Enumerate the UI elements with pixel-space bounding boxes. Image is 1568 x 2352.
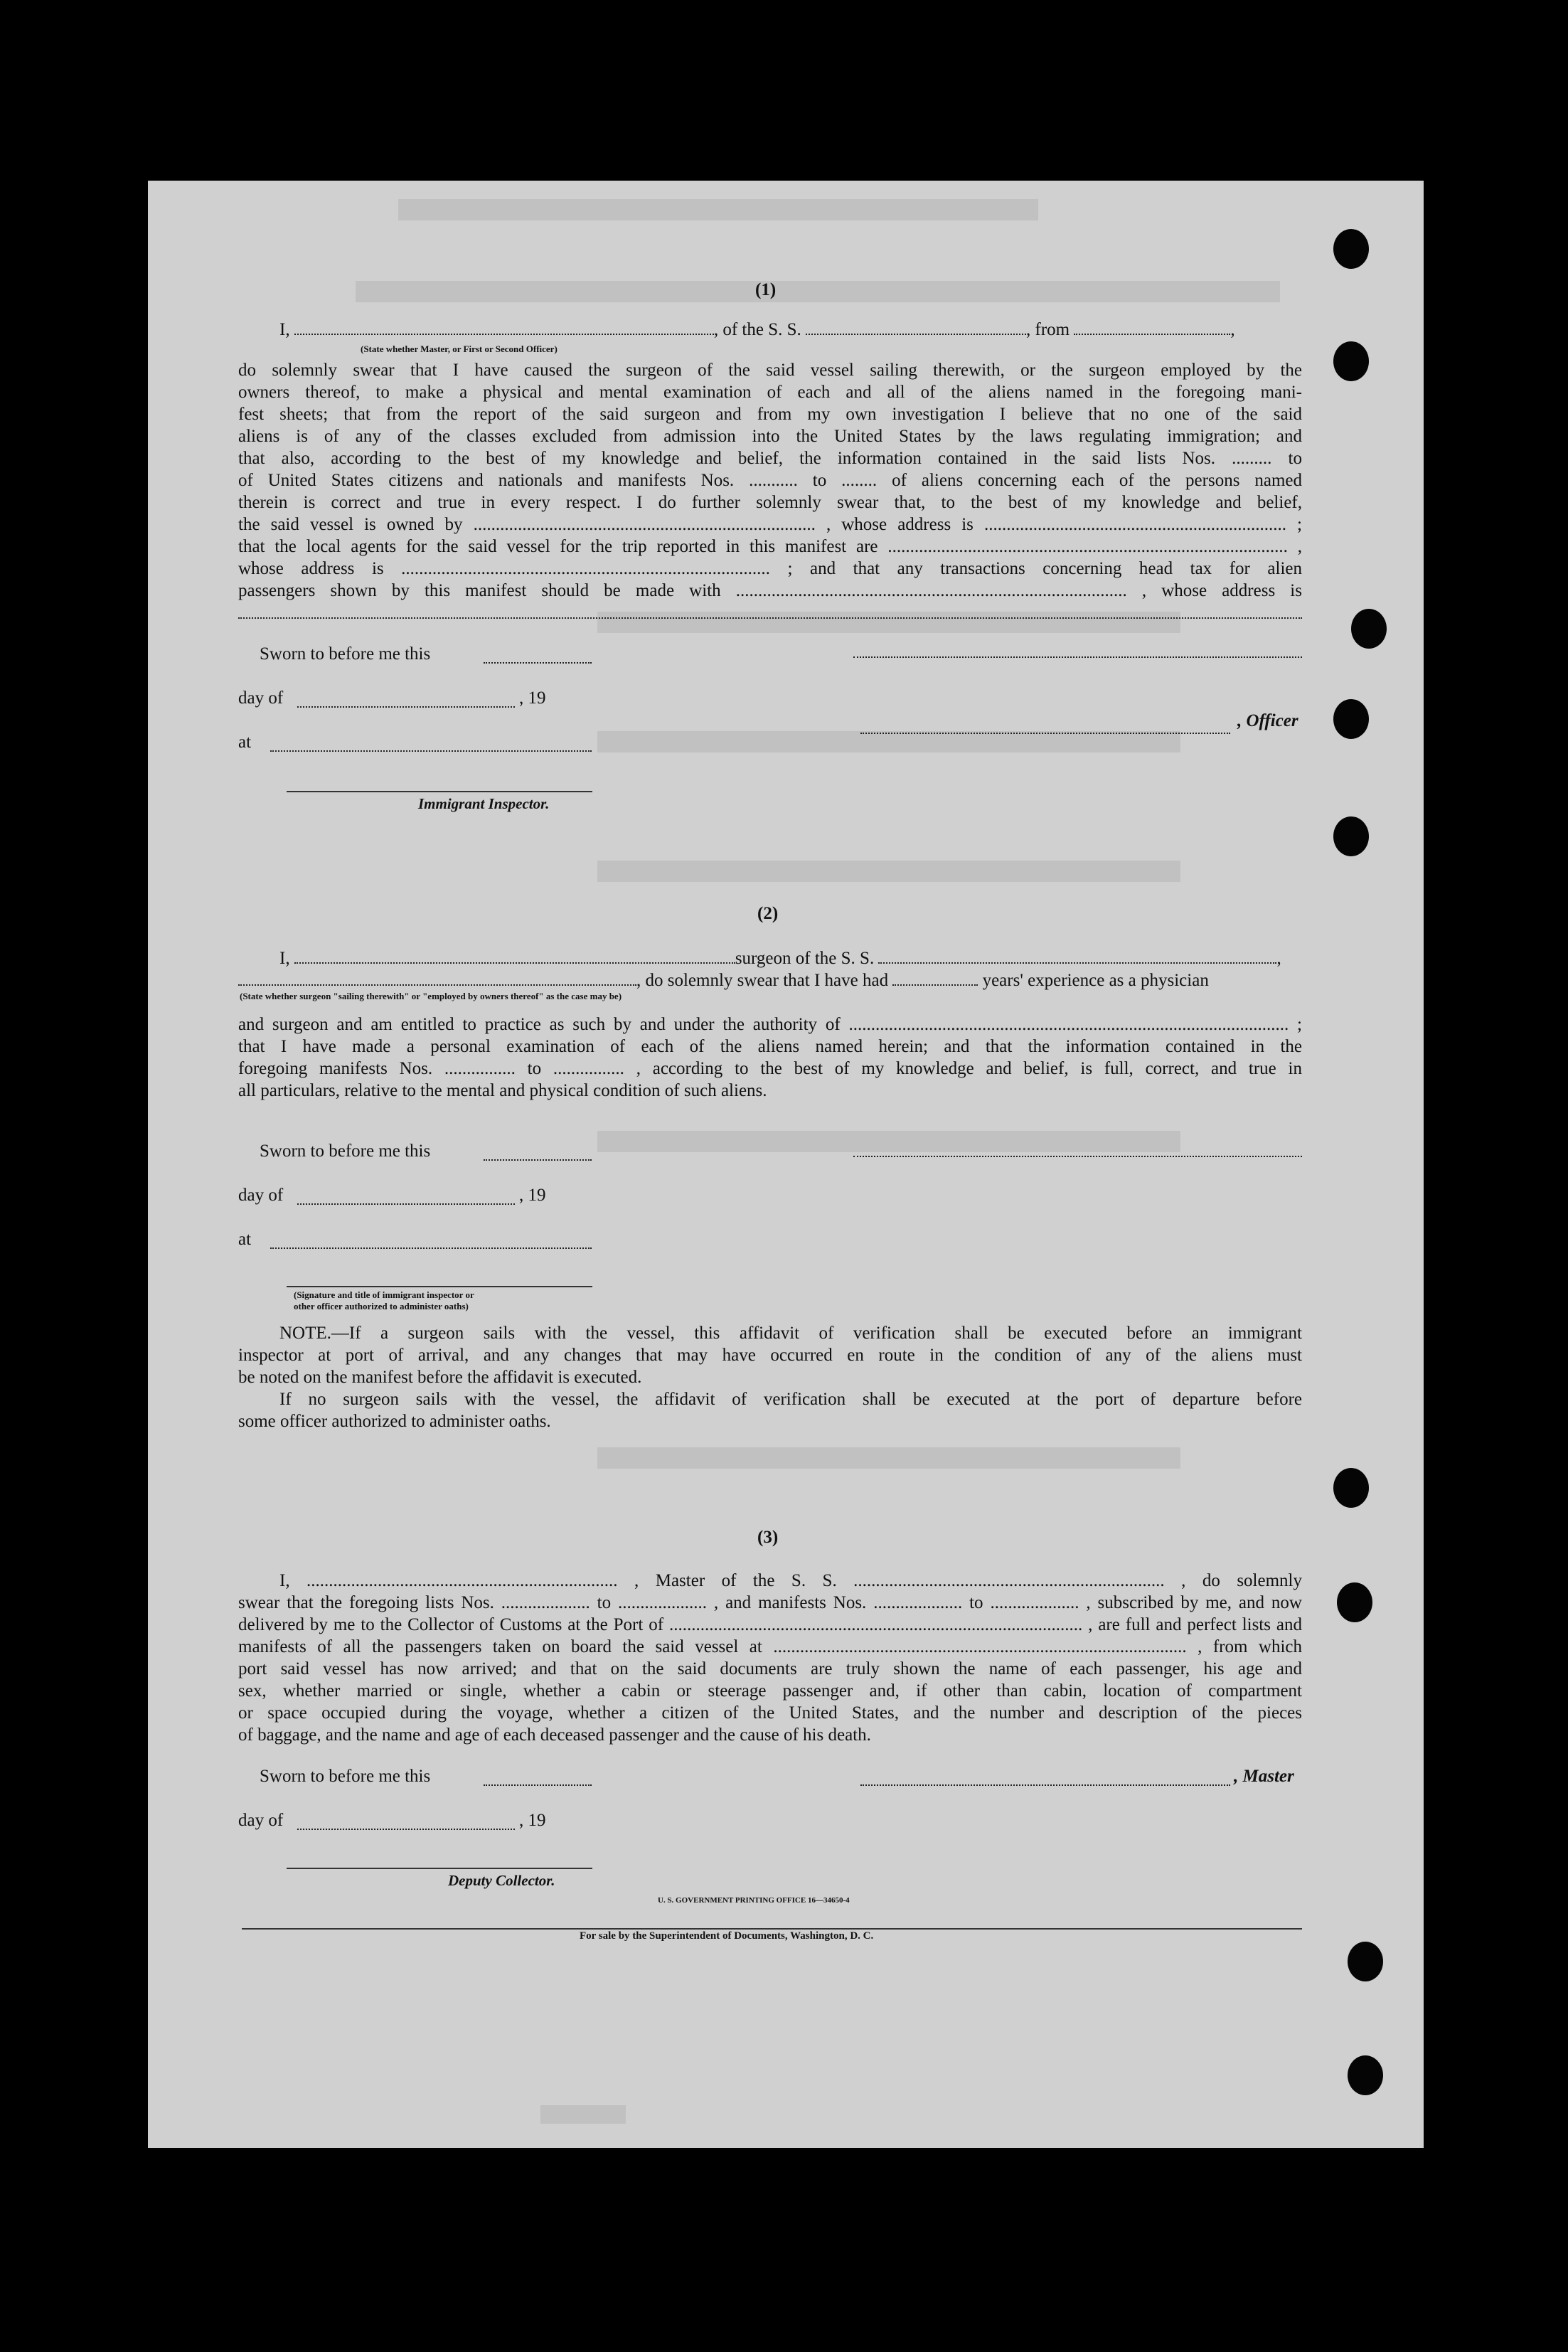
s1-body-line: owners thereof, to make a physical and mental examination of each and all of the aliens named in the foregoing mani- [238, 383, 1302, 402]
s1-officer-label: , Officer [1237, 711, 1298, 730]
punch-hole [1333, 699, 1369, 739]
section-2-heading: (2) [757, 904, 779, 923]
s2-body-line: foregoing manifests Nos. ................ to ................ , according to the best of my knowledge and belief, is full, correct, and true in [238, 1059, 1302, 1078]
s1-at-label: at [238, 733, 252, 752]
s2-body-line: and surgeon and am entitled to practice as such by and under the authority of ................................................................................................... ; [238, 1015, 1302, 1034]
note-line: NOTE.—If a surgeon sails with the vessel, this affidavit of verification shall be executed before an immigrant [279, 1324, 1302, 1343]
s3-day-line [297, 1829, 515, 1830]
s2-sworn-line [484, 1159, 592, 1161]
for-sale-line: For sale by the Superintendent of Documents, Washington, D. C. [580, 1930, 874, 1942]
s2-signature-line [287, 1286, 592, 1287]
bleed-through [597, 1447, 1180, 1469]
s2-sig-note-2: other officer authorized to administer oaths) [294, 1301, 469, 1311]
s1-sig-line-top [853, 656, 1302, 658]
s1-body-line: whose address is ................................................................................... ; and that any transactions concerning head tax for alien [238, 559, 1302, 578]
punch-hole [1348, 2055, 1383, 2095]
s1-officer-line [860, 733, 1230, 734]
s2-day-line [297, 1203, 515, 1205]
s3-body-line: of baggage, and the name and age of each deceased passenger and the cause of his death. [238, 1725, 871, 1745]
bleed-through [597, 612, 1180, 633]
s1-body-line: of United States citizens and nationals and manifests Nos. ........... to ........ of aliens concerning each of the persons named [238, 471, 1302, 490]
footer-rule [242, 1928, 1302, 1930]
section-3-heading: (3) [757, 1528, 779, 1547]
section-1-heading: (1) [755, 280, 777, 299]
s3-sworn-line [484, 1784, 592, 1786]
punch-hole [1333, 229, 1369, 269]
s1-body-line: passengers shown by this manifest should be made with ........................................................................................ , whose address is [238, 581, 1302, 600]
punch-hole [1333, 816, 1369, 856]
s3-master-line [860, 1784, 1230, 1786]
s1-body-line: the said vessel is owned by ............................................................................. , whose address is .................................................................... ; [238, 515, 1302, 534]
s3-day-label: day of [238, 1811, 284, 1830]
s2-body-line: all particulars, relative to the mental and physical condition of such aliens. [238, 1081, 767, 1100]
note-line: If no surgeon sails with the vessel, the affidavit of verification shall be executed at the port of departure before [279, 1390, 1302, 1409]
punch-hole [1333, 341, 1369, 381]
s1-year-label: , 19 [519, 688, 546, 708]
bleed-through [597, 731, 1180, 752]
s1-at-line [270, 750, 592, 752]
s1-body-line: that also, according to the best of my knowledge and belief, the information contained in the said lists Nos. ......... to [238, 449, 1302, 468]
s3-body-line: delivered by me to the Collector of Customs at the Port of ............................................................................................. , are full and perfect lists and [238, 1615, 1302, 1634]
s2-year-label: , 19 [519, 1186, 546, 1205]
s3-body-line: sex, whether married or single, whether a cabin or steerage passenger and, if other than cabin, location of compartment [238, 1681, 1302, 1701]
s1-body-line: therein is correct and true in every respect. I do further solemnly swear that, to the best of my knowledge and belief, [238, 493, 1302, 512]
bleed-through [597, 861, 1180, 882]
s1-sworn-line [484, 662, 592, 664]
s3-body-line: port said vessel has now arrived; and that on the said documents are truly shown the name of each passenger, his age and [238, 1659, 1302, 1678]
s3-body-line: manifests of all the passengers taken on board the said vessel at ............................................................................................. , from which [238, 1637, 1302, 1656]
s2-at-label: at [238, 1230, 252, 1249]
s3-body-line: swear that the foregoing lists Nos. .................... to .................... , and manifests Nos. .................... to .................... , subscribed by me, and now [238, 1593, 1302, 1612]
s1-body-line: aliens is of any of the classes excluded from admission into the United States by the laws regulating immigration; and [238, 427, 1302, 446]
note-line: be noted on the manifest before the affidavit is executed. [238, 1368, 642, 1387]
s1-body-line: fest sheets; that from the report of the said surgeon and from my own investigation I believe that no one of the said [238, 405, 1302, 424]
punch-hole [1337, 1582, 1372, 1622]
s2-sworn-label: Sworn to before me this [260, 1142, 431, 1161]
bleed-through [597, 1131, 1180, 1152]
s2-sig-line [853, 1156, 1302, 1157]
s3-body-line: I, ...................................................................... , Master of the S. S. ...................................................................... , do solemnly [279, 1571, 1302, 1590]
bleed-through [398, 199, 1038, 220]
punch-hole [1351, 609, 1387, 649]
s3-master-label: , Master [1234, 1767, 1294, 1786]
note-line: some officer authorized to administer oaths. [238, 1412, 551, 1431]
s2-line2: , do solemnly swear that I have had years' experience as a physician [238, 970, 1302, 991]
s1-address-line [238, 617, 1302, 619]
punch-hole [1333, 1468, 1369, 1508]
s3-body-line: or space occupied during the voyage, whether a citizen of the United States, and the number and description of the pieces [238, 1703, 1302, 1723]
s2-sig-note-1: (Signature and title of immigrant inspector or [294, 1289, 474, 1300]
s3-collector-label: Deputy Collector. [448, 1872, 555, 1889]
printer-line: U. S. GOVERNMENT PRINTING OFFICE 16—34650-4 [658, 1896, 850, 1905]
s1-body-line: do solemnly swear that I have caused the surgeon of the said vessel sailing therewith, or the surgeon employed by the [238, 361, 1302, 380]
s1-line1: I, , of the S. S. , from , [279, 320, 1235, 339]
s1-day-line [297, 706, 515, 708]
s1-day-label: day of [238, 688, 284, 708]
s1-sworn-label: Sworn to before me this [260, 644, 431, 664]
s2-body-line: that I have made a personal examination of each of the aliens named herein; and that the information contained in the [238, 1037, 1302, 1056]
note-line: inspector at port of arrival, and any changes that may have occurred en route in the condition of any of the aliens must [238, 1346, 1302, 1365]
s1-body-line: that the local agents for the said vessel for the trip reported in this manifest are .......................................................................................... , [238, 537, 1302, 556]
s1-inspector-line [287, 791, 592, 792]
s1-inspector-label: Immigrant Inspector. [418, 795, 550, 812]
s2-line1: I, surgeon of the S. S. , [279, 949, 1281, 968]
s3-collector-line [287, 1868, 592, 1869]
bleed-through [356, 281, 1280, 302]
s3-year-label: , 19 [519, 1811, 546, 1830]
s2-surgeon-note: (State whether surgeon "sailing therewith" or "employed by owners thereof" as the case may be) [240, 991, 622, 1001]
punch-hole [1348, 1942, 1383, 1981]
s3-sworn-label: Sworn to before me this [260, 1767, 431, 1786]
s2-at-line [270, 1247, 592, 1249]
s2-day-label: day of [238, 1186, 284, 1205]
s1-officer-note: (State whether Master, or First or Second Officer) [361, 344, 558, 354]
bleed-through [540, 2105, 626, 2124]
